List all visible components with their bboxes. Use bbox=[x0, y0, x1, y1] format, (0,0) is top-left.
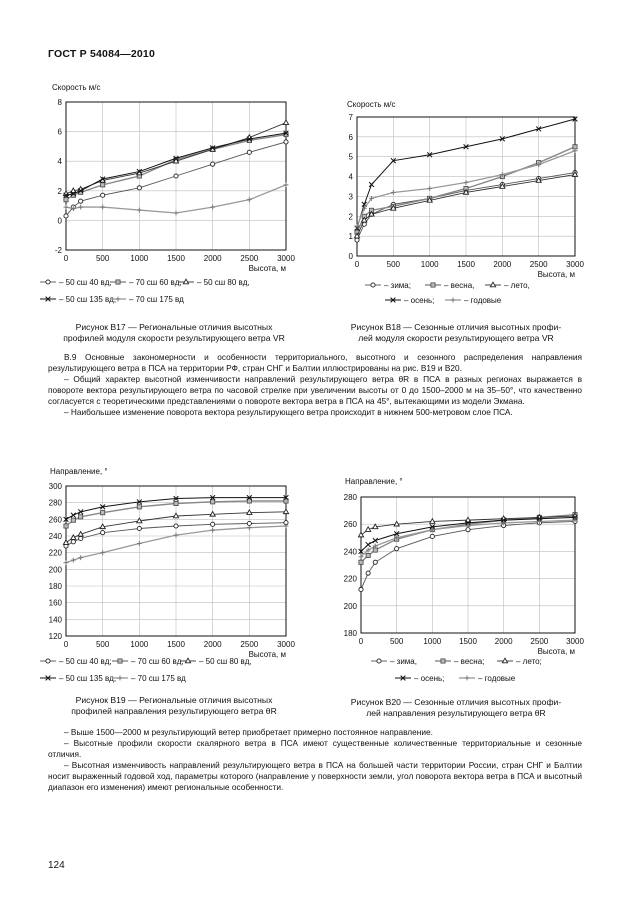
chart-b20 bbox=[325, 476, 590, 686]
b19-x-axis-label: Высота, м bbox=[248, 650, 286, 659]
data-point bbox=[359, 560, 363, 564]
legend-item bbox=[40, 295, 116, 304]
y-tick-label: 6 bbox=[348, 132, 353, 142]
legend-item bbox=[459, 674, 516, 683]
legend-label: – 50 сш 135 вд, bbox=[59, 295, 117, 304]
legend-label: – зима, bbox=[390, 657, 417, 666]
legend-marker bbox=[431, 283, 435, 287]
x-tick-label: 2500 bbox=[529, 260, 548, 269]
caption-b19-line2: профилей направления результирующего ветра θR bbox=[71, 706, 277, 716]
legend-marker bbox=[183, 279, 188, 284]
legend-item bbox=[395, 674, 444, 683]
legend-marker bbox=[116, 297, 121, 302]
y-tick-label: 220 bbox=[48, 548, 62, 558]
legend-label: – годовые bbox=[464, 296, 502, 305]
legend-label: – 50 сш 40 вд, bbox=[59, 278, 112, 287]
data-point bbox=[101, 193, 105, 197]
paragraph: – Высотная изменчивость направлений результирующего ветра в ПСА на большей части территории России, стран СНГ и Балтии носит выраженный годовой ход, параметры которого (направление у поверхности земли, угол поворота вектора ветра в ПСА и высотный диапазон его изменения) имеют региональные особенности. bbox=[48, 760, 582, 793]
caption-b18-line2: лей модуля скорости результирующего ветра VR bbox=[358, 333, 554, 343]
legend-marker bbox=[185, 658, 190, 663]
data-point bbox=[78, 205, 83, 210]
data-point bbox=[64, 198, 68, 202]
b18-x-axis-label: Высота, м bbox=[537, 270, 575, 279]
document-header: ГОСТ Р 54084—2010 bbox=[48, 48, 156, 60]
legend-label: – 70 сш 175 вд bbox=[129, 295, 184, 304]
data-point bbox=[366, 553, 370, 557]
x-tick-label: 1500 bbox=[167, 254, 185, 263]
x-tick-label: 3000 bbox=[566, 260, 584, 269]
data-point bbox=[373, 560, 377, 564]
data-point bbox=[64, 214, 68, 218]
caption-b17-line2: профилей модуля скорости результирующего ветра VR bbox=[63, 333, 285, 343]
data-point bbox=[247, 510, 252, 515]
chart-b19 bbox=[30, 466, 310, 686]
data-point bbox=[359, 587, 363, 591]
y-tick-label: 140 bbox=[48, 615, 62, 625]
data-point bbox=[284, 140, 288, 144]
data-point bbox=[369, 182, 374, 187]
data-point bbox=[366, 542, 371, 547]
x-tick-label: 2500 bbox=[240, 254, 259, 263]
data-point bbox=[373, 538, 378, 543]
legend-item bbox=[425, 281, 474, 290]
y-tick-label: 4 bbox=[348, 172, 353, 182]
data-point bbox=[64, 205, 69, 210]
legend-item bbox=[497, 657, 542, 666]
legend-label: – зима; bbox=[384, 281, 411, 290]
b17-x-axis-label: Высота, м bbox=[248, 264, 286, 273]
data-point bbox=[64, 560, 69, 565]
legend-marker bbox=[116, 280, 120, 284]
data-point bbox=[211, 162, 215, 166]
caption-b20-line1: Рисунок В20 — Сезонные отличия высотных профи- bbox=[350, 697, 562, 707]
data-point bbox=[247, 525, 252, 530]
b19-grid bbox=[66, 486, 286, 636]
chart-b18-svg bbox=[325, 98, 590, 310]
y-tick-label: 6 bbox=[57, 127, 62, 137]
legend-item bbox=[485, 281, 530, 290]
paragraph: – Высотные профили скорости скалярного ветра в ПСА имеют существенные количественные территориальные и сезонные отличия. bbox=[48, 738, 582, 760]
y-tick-label: 1 bbox=[348, 232, 353, 242]
x-tick-label: 2500 bbox=[240, 640, 259, 649]
legend-item bbox=[445, 296, 502, 305]
legend-item bbox=[178, 278, 250, 287]
x-tick-label: 2500 bbox=[530, 637, 549, 646]
data-point bbox=[464, 180, 469, 185]
data-point bbox=[174, 524, 178, 528]
text-block-2 bbox=[48, 727, 582, 794]
caption-b18-line1: Рисунок В18 — Сезонные отличия высотных профи- bbox=[350, 322, 562, 332]
data-point bbox=[366, 571, 370, 575]
x-tick-label: 1500 bbox=[459, 637, 477, 646]
y-tick-label: 0 bbox=[57, 216, 62, 226]
data-point bbox=[137, 505, 141, 509]
legend-marker bbox=[46, 280, 50, 284]
y-tick-label: 280 bbox=[48, 498, 62, 508]
data-point bbox=[174, 533, 179, 538]
data-point bbox=[247, 150, 251, 154]
paragraph: – Наибольшее изменение поворота вектора результирующего ветра происходит в нижнем 500-метровом слое ПСА. bbox=[64, 407, 513, 418]
legend-item bbox=[40, 657, 112, 666]
data-point bbox=[358, 532, 363, 537]
b20-legend bbox=[371, 657, 542, 683]
y-tick-label: -2 bbox=[54, 246, 62, 255]
data-point bbox=[466, 528, 470, 532]
y-tick-label: 180 bbox=[48, 582, 62, 591]
legend-item bbox=[110, 278, 182, 287]
y-tick-label: 2 bbox=[57, 186, 62, 196]
data-point bbox=[211, 500, 215, 504]
data-point bbox=[71, 518, 75, 522]
legend-marker bbox=[441, 659, 445, 663]
y-tick-label: 300 bbox=[48, 482, 62, 491]
data-point bbox=[79, 515, 83, 519]
b20-x-axis-label: Высота, м bbox=[537, 647, 575, 656]
y-tick-label: 180 bbox=[343, 629, 357, 638]
y-tick-label: 4 bbox=[57, 157, 62, 167]
x-tick-label: 0 bbox=[63, 640, 69, 649]
data-point bbox=[137, 526, 141, 530]
y-tick-label: 7 bbox=[348, 113, 353, 122]
x-tick-label: 1000 bbox=[420, 260, 439, 269]
legend-label: – 70 сш 60 вд, bbox=[129, 278, 182, 287]
x-tick-label: 1000 bbox=[423, 637, 442, 646]
x-tick-label: 2000 bbox=[493, 260, 512, 269]
y-tick-label: 120 bbox=[48, 632, 62, 641]
data-point bbox=[71, 558, 76, 563]
y-tick-label: 160 bbox=[48, 598, 62, 608]
data-point bbox=[283, 509, 288, 514]
x-tick-label: 2000 bbox=[494, 637, 513, 646]
caption-b18 bbox=[322, 322, 590, 344]
paragraph: – Выше 1500—2000 м результирующий ветер приобретает примерно постоянное направление. bbox=[64, 727, 433, 737]
b19-legend bbox=[40, 657, 252, 683]
x-tick-label: 1500 bbox=[457, 260, 475, 269]
legend-item bbox=[365, 281, 411, 290]
chart-b19-svg bbox=[30, 466, 310, 686]
data-point bbox=[211, 522, 215, 526]
data-point bbox=[64, 524, 68, 528]
caption-b19-line1: Рисунок В19 — Региональные отличия высотных bbox=[75, 695, 273, 705]
y-tick-label: 280 bbox=[343, 493, 357, 502]
x-tick-label: 1000 bbox=[130, 254, 149, 263]
legend-item bbox=[371, 657, 417, 666]
legend-label: – лето, bbox=[504, 281, 530, 290]
data-point bbox=[101, 511, 105, 515]
data-point bbox=[71, 513, 76, 518]
legend-label: – 50 сш 80 вд, bbox=[199, 657, 252, 666]
chart-b17-svg bbox=[30, 80, 310, 310]
data-point bbox=[395, 547, 399, 551]
data-point bbox=[174, 174, 178, 178]
legend-label: – весна, bbox=[444, 281, 475, 290]
legend-marker bbox=[502, 658, 507, 663]
legend-item bbox=[112, 657, 184, 666]
data-point bbox=[210, 205, 215, 210]
y-tick-label: 240 bbox=[48, 532, 62, 541]
legend-item bbox=[40, 278, 112, 287]
chart-b20-svg bbox=[325, 476, 590, 686]
legend-marker bbox=[490, 282, 495, 287]
legend-label: – осень; bbox=[404, 296, 435, 305]
legend-item bbox=[435, 657, 484, 666]
caption-b17-line1: Рисунок В17 — Региональные отличия высотных bbox=[75, 322, 273, 332]
data-point bbox=[137, 186, 141, 190]
legend-marker bbox=[118, 676, 123, 681]
y-tick-label: 3 bbox=[348, 192, 353, 202]
data-point bbox=[284, 182, 289, 187]
x-tick-label: 500 bbox=[389, 637, 404, 646]
data-point bbox=[63, 540, 68, 545]
y-tick-label: 5 bbox=[348, 152, 353, 162]
x-tick-label: 0 bbox=[354, 260, 360, 269]
x-tick-label: 500 bbox=[386, 260, 401, 269]
b17-y-axis-label: Скорость м/с bbox=[52, 83, 101, 92]
legend-item bbox=[110, 295, 184, 304]
data-point bbox=[137, 541, 142, 546]
y-tick-label: 200 bbox=[343, 601, 357, 611]
x-tick-label: 0 bbox=[358, 637, 364, 646]
data-point bbox=[101, 183, 105, 187]
y-tick-label: 220 bbox=[343, 574, 357, 584]
legend-label: – 70 сш 175 вд bbox=[131, 674, 186, 683]
page-number: 124 bbox=[48, 860, 65, 871]
legend-label: – лето; bbox=[516, 657, 542, 666]
x-tick-label: 3000 bbox=[277, 254, 295, 263]
legend-marker bbox=[465, 676, 470, 681]
data-point bbox=[79, 536, 83, 540]
paragraph: – Общий характер высотной изменчивости направлений результирующего ветра θR в ПСА в разных регионах выражается в повороте вектора результирующего ветра по часовой стрелке при увеличении высоты от 0 до 1500–2000 м на 35–50°, что качественно согласуется с теоретическими представлениями о повороте вектора ветра в ПСА на 45°, вытекающими из модели Экмана. bbox=[48, 374, 582, 407]
y-tick-label: 240 bbox=[343, 547, 357, 557]
legend-item bbox=[40, 674, 116, 683]
caption-b17 bbox=[40, 322, 308, 344]
legend-item bbox=[180, 657, 252, 666]
legend-marker bbox=[118, 659, 122, 663]
data-point bbox=[283, 120, 288, 125]
legend-label: – годовые bbox=[478, 674, 516, 683]
legend-marker bbox=[377, 659, 381, 663]
chart-b18 bbox=[325, 98, 590, 310]
data-point bbox=[71, 540, 75, 544]
legend-label: – весна; bbox=[454, 657, 485, 666]
caption-b20 bbox=[322, 697, 590, 719]
x-tick-label: 3000 bbox=[277, 640, 295, 649]
y-tick-label: 0 bbox=[348, 252, 353, 261]
y-tick-label: 8 bbox=[57, 98, 62, 107]
chart-b17 bbox=[30, 80, 310, 310]
data-point bbox=[247, 521, 251, 525]
x-tick-label: 2000 bbox=[203, 254, 222, 263]
data-point bbox=[430, 534, 434, 538]
legend-marker bbox=[451, 298, 456, 303]
y-tick-label: 260 bbox=[48, 515, 62, 525]
legend-label: – осень; bbox=[414, 674, 445, 683]
data-point bbox=[355, 238, 359, 242]
text-block-1 bbox=[48, 352, 582, 419]
legend-item bbox=[112, 674, 186, 683]
legend-item bbox=[385, 296, 434, 305]
paragraph: В.9 Основные закономерности и особенности территориального, высотного и сезонного распределения направления результирующего ветра в ПСА на территории РФ, стран СНГ и Балтии иллюстрированы на рис. В19 и В20. bbox=[48, 352, 582, 374]
y-tick-label: 260 bbox=[343, 520, 357, 530]
x-tick-label: 3000 bbox=[566, 637, 584, 646]
data-point bbox=[210, 528, 215, 533]
data-point bbox=[391, 190, 396, 195]
legend-label: – 50 сш 135 вд, bbox=[59, 674, 117, 683]
b20-y-axis-label: Направление, ° bbox=[345, 477, 403, 486]
data-point bbox=[174, 211, 179, 216]
b18-legend bbox=[365, 281, 530, 305]
y-tick-label: 200 bbox=[48, 565, 62, 575]
caption-b19 bbox=[40, 695, 308, 717]
legend-label: – 50 сш 40 вд; bbox=[59, 657, 112, 666]
x-tick-label: 2000 bbox=[203, 640, 222, 649]
b17-legend bbox=[40, 278, 250, 304]
x-tick-label: 500 bbox=[95, 254, 110, 263]
legend-label: – 70 сш 60 вд, bbox=[131, 657, 184, 666]
data-point bbox=[100, 550, 105, 555]
legend-label: – 50 сш 80 вд, bbox=[197, 278, 250, 287]
data-point bbox=[573, 145, 577, 149]
data-point bbox=[78, 555, 83, 560]
legend-marker bbox=[371, 283, 375, 287]
y-tick-label: 2 bbox=[348, 212, 353, 222]
legend-marker bbox=[46, 659, 50, 663]
x-tick-label: 1000 bbox=[130, 640, 149, 649]
data-point bbox=[137, 208, 142, 213]
data-point bbox=[373, 548, 377, 552]
x-tick-label: 500 bbox=[95, 640, 110, 649]
caption-b20-line2: лей направления результирующего ветра θR bbox=[366, 708, 546, 718]
data-point bbox=[427, 186, 432, 191]
b18-y-axis-label: Скорость м/с bbox=[347, 100, 396, 109]
data-point bbox=[100, 205, 105, 210]
b19-y-axis-label: Направление, ° bbox=[50, 467, 108, 476]
data-point bbox=[101, 531, 105, 535]
x-tick-label: 0 bbox=[63, 254, 69, 263]
data-point bbox=[247, 197, 252, 202]
data-point bbox=[79, 199, 83, 203]
data-point bbox=[174, 501, 178, 505]
x-tick-label: 1500 bbox=[167, 640, 185, 649]
